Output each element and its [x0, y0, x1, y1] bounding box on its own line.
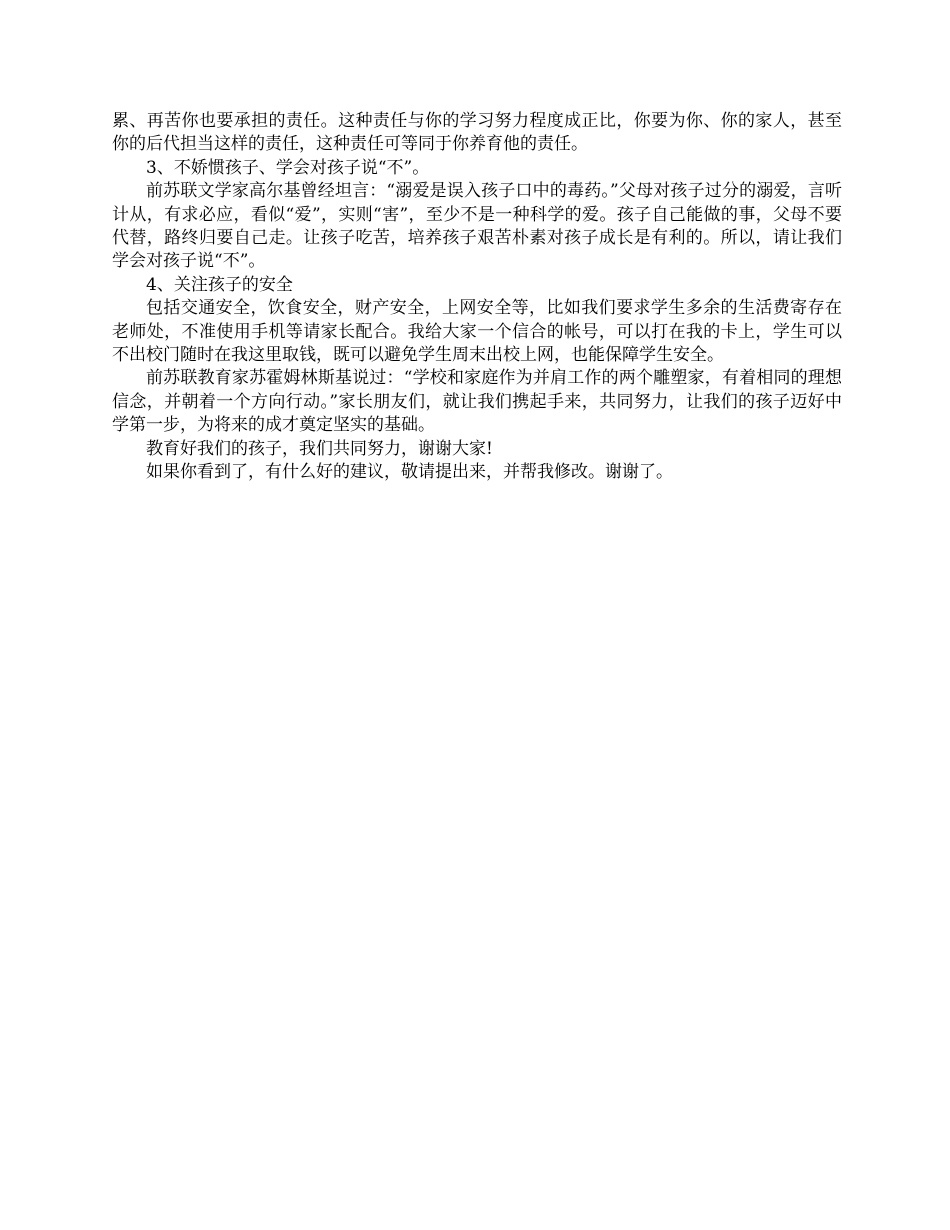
paragraph-gorky-quote: 前苏联文学家高尔基曾经坦言：“溺爱是误入孩子口中的毒药。”父母对孩子过分的溺爱，言听计从，有求必应，看似“爱”，实则“害”，至少不是一种科学的爱。孩子自己能做的事，父母不要代替，路终归要自己走。让孩子吃苦，培养孩子艰苦朴素对孩子成长是有利的。所以，请让我们学会对孩子说“不”。 — [112, 181, 842, 272]
paragraph-request-suggestions: 如果你看到了，有什么好的建议，敬请提出来，并帮我修改。谢谢了。 — [146, 462, 673, 483]
document-body — [112, 110, 842, 485]
heading-child-safety: 4、关注孩子的安全 — [146, 274, 293, 295]
heading-do-not-spoil: 3、不娇惯孩子、学会对孩子说“不”。 — [146, 157, 430, 178]
paragraph-thanks: 教育好我们的孩子，我们共同努力，谢谢大家! — [146, 438, 493, 459]
paragraph-sukhomlinsky-quote: 前苏联教育家苏霍姆林斯基说过：“学校和家庭作为并肩工作的两个雕塑家，有着相同的理想信念，并朝着一个方向行动。”家长朋友们，就让我们携起手来，共同努力，让我们的孩子迈好中学第一步，为将来的成才奠定坚实的基础。 — [112, 368, 842, 436]
paragraph-safety-details: 包括交通安全，饮食安全，财产安全，上网安全等，比如我们要求学生多余的生活费寄存在老师处，不准使用手机等请家长配合。我给大家一个信合的帐号，可以打在我的卡上，学生可以不出校门随时在我这里取钱，既可以避免学生周末出校上网，也能保障学生安全。 — [112, 298, 842, 366]
paragraph-responsibility-continued: 累、再苦你也要承担的责任。这种责任与你的学习努力程度成正比，你要为你、你的家人，甚至你的后代担当这样的责任，这种责任可等同于你养育他的责任。 — [112, 111, 842, 155]
